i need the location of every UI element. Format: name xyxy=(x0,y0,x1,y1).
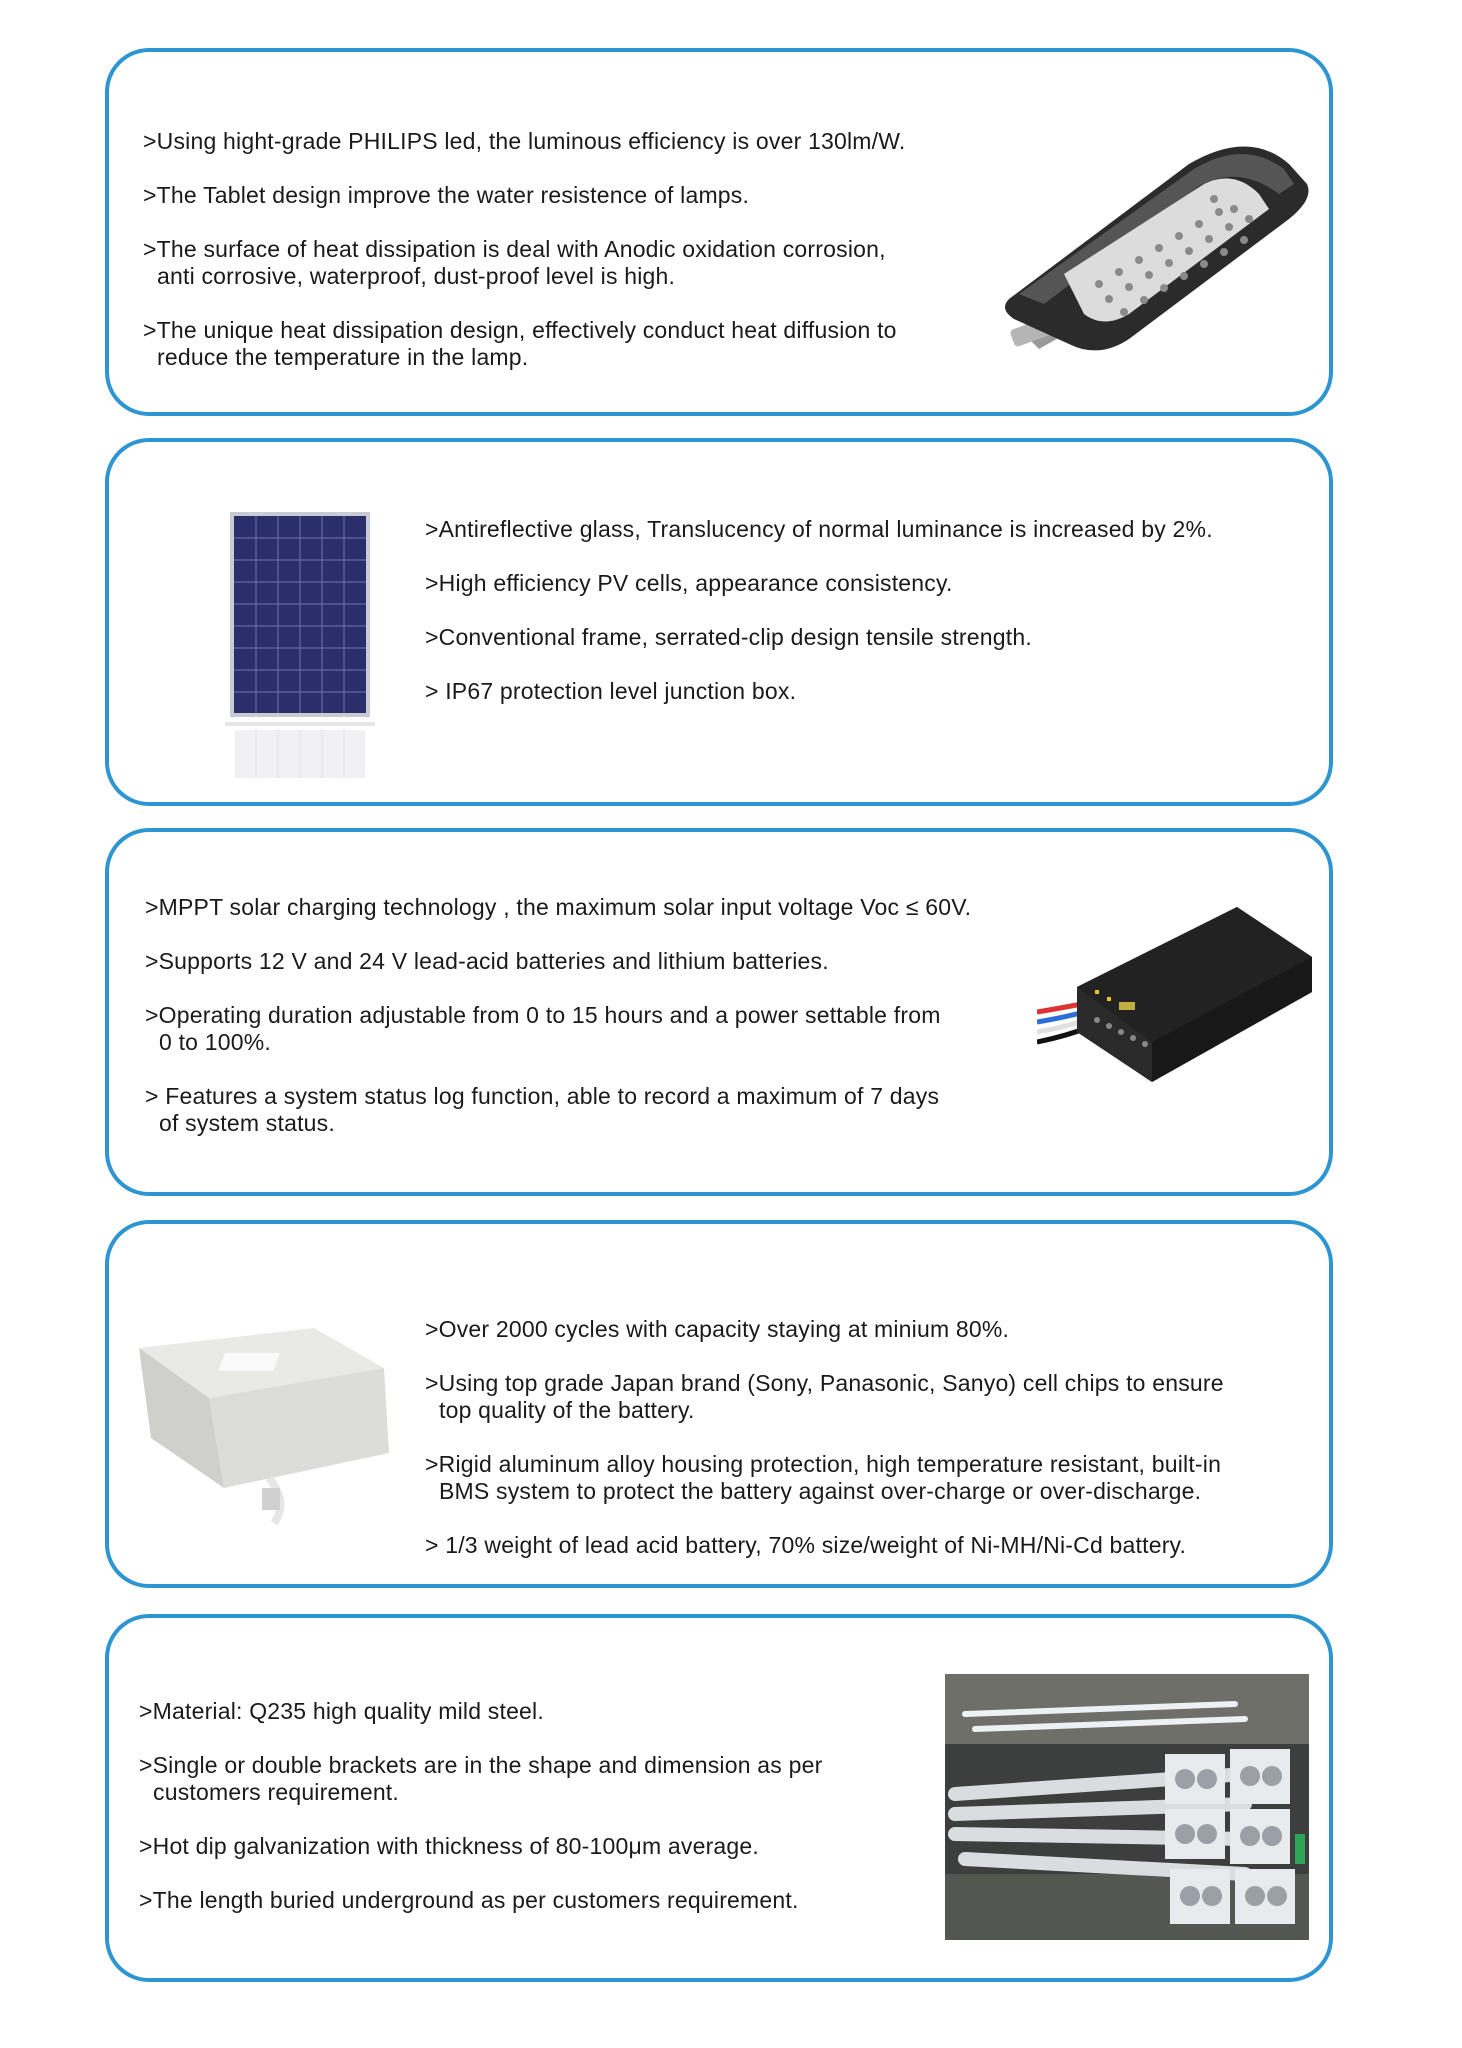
feature-line-continuation: top quality of the battery. xyxy=(439,1397,695,1423)
feature-line xyxy=(425,1370,1224,1424)
led-lamp-image xyxy=(989,124,1319,354)
feature-line-continuation: 0 to 100%. xyxy=(159,1029,271,1055)
feature-line xyxy=(145,1002,971,1056)
feature-line-text: > IP67 protection level junction box. xyxy=(425,678,797,704)
feature-line-text: >Single or double brackets are in the shape and dimension as per xyxy=(139,1752,823,1778)
feature-list xyxy=(425,1316,1224,1586)
feature-list xyxy=(145,894,971,1164)
feature-line xyxy=(143,128,905,155)
controller-image xyxy=(1037,902,1317,1102)
feature-line-continuation: reduce the temperature in the lamp. xyxy=(157,344,529,370)
feature-line xyxy=(143,317,905,371)
feature-line xyxy=(145,948,971,975)
feature-line xyxy=(425,1451,1224,1505)
feature-list xyxy=(139,1698,822,1941)
feature-line-continuation: anti corrosive, waterproof, dust-proof level is high. xyxy=(157,263,676,289)
feature-line xyxy=(139,1833,822,1860)
feature-line-text: >MPPT solar charging technology , the maximum solar input voltage Voc ≤ 60V. xyxy=(145,894,972,920)
feature-line xyxy=(425,1532,1224,1559)
feature-card-solar-panel xyxy=(105,438,1333,806)
feature-line-continuation: BMS system to protect the battery against over-charge or over-discharge. xyxy=(439,1478,1202,1504)
feature-line-text: >Operating duration adjustable from 0 to 15 hours and a power settable from xyxy=(145,1002,941,1028)
feature-line-continuation: of system status. xyxy=(159,1110,335,1136)
feature-card-pole xyxy=(105,1614,1333,1982)
feature-line-text: > Features a system status log function, able to record a maximum of 7 days xyxy=(145,1083,940,1109)
feature-line xyxy=(425,1316,1224,1343)
feature-line-text: >Material: Q235 high quality mild steel. xyxy=(139,1698,544,1724)
feature-line-text: >The Tablet design improve the water resistence of lamps. xyxy=(143,182,750,208)
feature-line xyxy=(139,1698,822,1725)
feature-line-text: >Using hight-grade PHILIPS led, the luminous efficiency is over 130lm/W. xyxy=(143,128,906,154)
solar-panel-image xyxy=(225,512,375,782)
feature-line xyxy=(425,516,1213,543)
pole-image xyxy=(945,1674,1309,1940)
feature-card-led-lamp xyxy=(105,48,1333,416)
feature-line-text: >Using top grade Japan brand (Sony, Panasonic, Sanyo) cell chips to ensure xyxy=(425,1370,1224,1396)
feature-line-continuation: customers requirement. xyxy=(153,1779,399,1805)
feature-line-text: >High efficiency PV cells, appearance consistency. xyxy=(425,570,953,596)
feature-line xyxy=(139,1887,822,1914)
feature-line xyxy=(143,236,905,290)
feature-line xyxy=(145,894,971,921)
feature-line xyxy=(425,624,1213,651)
feature-line xyxy=(143,182,905,209)
feature-line xyxy=(425,678,1213,705)
feature-line xyxy=(139,1752,822,1806)
feature-line-text: >The unique heat dissipation design, effectively conduct heat diffusion to xyxy=(143,317,897,343)
feature-line-text: >Supports 12 V and 24 V lead-acid batteries and lithium batteries. xyxy=(145,948,829,974)
feature-line-text: >Conventional frame, serrated-clip design tensile strength. xyxy=(425,624,1032,650)
feature-line xyxy=(145,1083,971,1137)
feature-line-text: >Hot dip galvanization with thickness of 80-100μm average. xyxy=(139,1833,759,1859)
feature-line-text: >Antireflective glass, Translucency of normal luminance is increased by 2%. xyxy=(425,516,1213,542)
feature-line-text: >The surface of heat dissipation is deal with Anodic oxidation corrosion, xyxy=(143,236,886,262)
battery-image xyxy=(139,1328,399,1528)
feature-card-controller xyxy=(105,828,1333,1196)
feature-line-text: > 1/3 weight of lead acid battery, 70% size/weight of Ni-MH/Ni-Cd battery. xyxy=(425,1532,1187,1558)
feature-line-text: >The length buried underground as per customers requirement. xyxy=(139,1887,799,1913)
feature-list xyxy=(143,128,905,398)
feature-card-battery xyxy=(105,1220,1333,1588)
feature-list xyxy=(425,516,1213,732)
feature-line-text: >Rigid aluminum alloy housing protection, high temperature resistant, built-in xyxy=(425,1451,1222,1477)
feature-line xyxy=(425,570,1213,597)
feature-line-text: >Over 2000 cycles with capacity staying at minium 80%. xyxy=(425,1316,1010,1342)
